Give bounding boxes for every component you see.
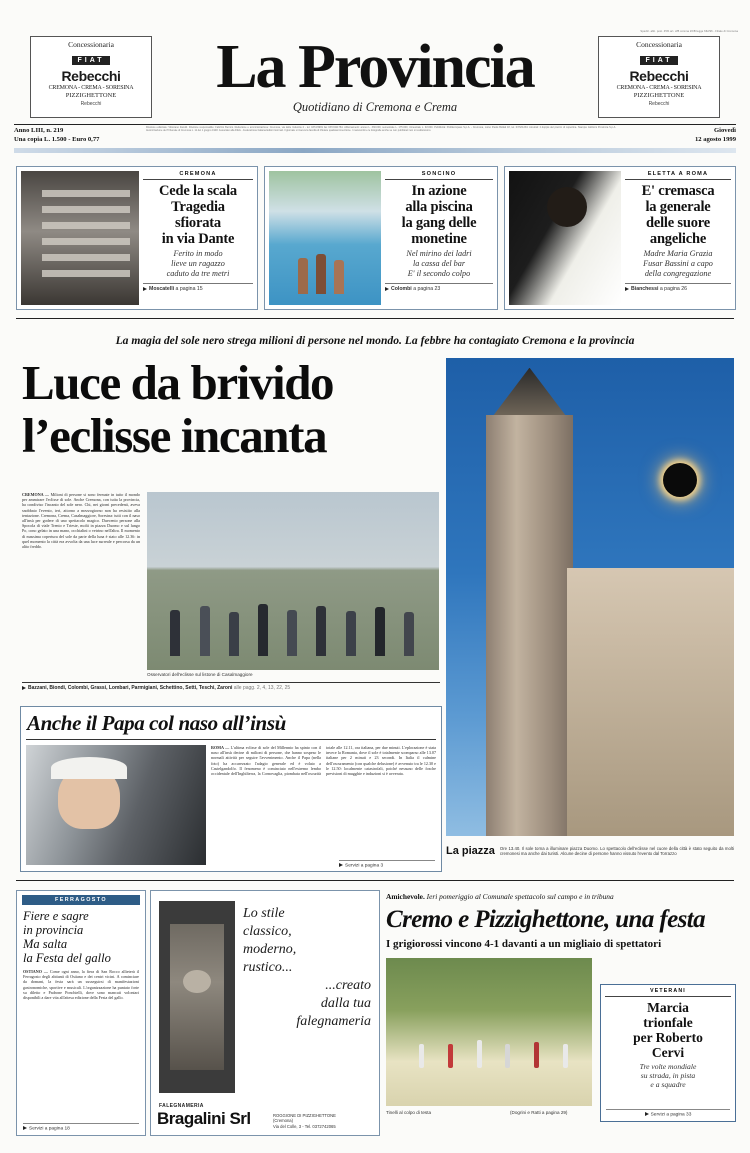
ad-city-secondary: PIZZIGHETTONE	[633, 92, 685, 99]
sport-caption-right: (Dogrini e Ratti a pagina 29)	[510, 1110, 568, 1115]
lead-body-text	[22, 492, 140, 549]
teaser-headline-line: angeliche	[649, 231, 707, 247]
ad-cities: CREMONA - CREMA - SORESINA	[616, 85, 702, 91]
ferragosto-reference[interactable]	[23, 1123, 139, 1131]
lead-headline-line-1: Luce da brivido	[22, 355, 334, 410]
eclipse-watchers-photo	[147, 492, 439, 670]
lead-headline	[22, 356, 442, 462]
masthead	[0, 33, 750, 122]
teaser-kicker: ELETTA A ROMA	[625, 171, 731, 180]
ad-address	[273, 1113, 336, 1129]
teaser-headline	[385, 183, 493, 247]
veterani-subhead	[606, 1062, 730, 1089]
sport-caption-left: Tinelli al colpo di testa	[386, 1110, 432, 1115]
papa-dateline: ROMA —	[211, 745, 230, 750]
teaser-reference[interactable]	[385, 283, 493, 292]
teaser-ref-author: Colombi	[391, 286, 412, 292]
duomo-eclipse-photo	[446, 358, 734, 836]
issue-info-left	[14, 126, 99, 144]
veterani-headline-line: Cervi	[651, 1045, 685, 1060]
ferragosto-body	[23, 969, 139, 1000]
lead-photo-caption: Osservatori dell'eclisse sul listone di Casalmaggiore	[147, 672, 253, 677]
ad-brand-name: Rebecchi	[61, 68, 121, 84]
teaser-headline-line: monetine	[411, 231, 467, 247]
veterani-subhead-line: Tre volte mondiale	[639, 1062, 697, 1071]
ferragosto-ref-label: Servizi a pagina 18	[29, 1126, 70, 1131]
arrow-right-icon	[143, 287, 147, 291]
teaser-subhead-line: della congregazione	[644, 269, 712, 278]
ad-brand-name: Rebecchi	[629, 68, 689, 84]
ad-cities: CREMONA - CREMA - SORESINA	[48, 85, 134, 91]
ad-slogan-line: rustico...	[243, 960, 293, 975]
credits-rule	[22, 682, 440, 683]
ad-slogan-line: classico,	[243, 924, 292, 939]
teaser-box-eletta-a-roma[interactable]	[504, 166, 736, 310]
pitch-art	[386, 958, 592, 1106]
teaser-subhead-line: caduto da tre metri	[166, 269, 230, 278]
teaser-reference[interactable]	[143, 283, 253, 292]
papa-ref-label: Servizi a pagina 3	[345, 863, 384, 868]
veterani-subhead-line: su strada, in pista	[640, 1071, 696, 1080]
teaser-subhead-line: la cassa del bar	[412, 259, 466, 268]
teaser-ref-page: a pagina 23	[413, 286, 441, 292]
ferragosto-dateline: OSTIANO —	[23, 969, 48, 974]
issue-date	[695, 126, 736, 144]
stairs-photo	[21, 171, 139, 305]
teaser-ref-author: Bianchessi	[631, 286, 659, 292]
papa-reference[interactable]	[339, 860, 435, 868]
figure-shape	[316, 254, 326, 294]
teaser-box-soncino[interactable]	[264, 166, 498, 310]
ad-slogan-line: dalla tua	[320, 996, 371, 1011]
papa-body-col-2: ora italiana, per due minuti. L'eplorazione è stata invece la Romania, dove il sole è totalmente scomparso alle 13.07 italiane per 2 minuti e 23 secondi. In Italia il culmine dell'oscuramento (con qualche delusione) è avvenuto tra le 12.30 e le 12.50: localmente catastrofali, poiché nessuno delle fosche previsioni di mugghie e induzioni si è avverata.	[326, 745, 437, 777]
issue-date-full: 12 agosto 1999	[694, 136, 736, 143]
ad-address-line: (Cremona)	[273, 1118, 294, 1124]
falegnameria-ad[interactable]	[150, 890, 380, 1136]
arrow-right-icon	[23, 1126, 27, 1130]
teaser-headline-line: In azione	[411, 183, 467, 199]
issue-weekday: Giovedì	[714, 127, 736, 134]
arrow-right-icon	[385, 287, 389, 291]
issue-number: Anno LIII, n. 219	[14, 127, 64, 134]
veterani-box[interactable]	[600, 984, 736, 1122]
ferragosto-headline-line: Fiere e sagre	[23, 909, 89, 923]
teaser-ref-author: Moscatelli	[149, 286, 175, 292]
paper-subtitle: Quotidiano di Cremona e Crema	[292, 100, 458, 114]
veterani-headline	[606, 1000, 730, 1060]
sport-kicker	[386, 892, 734, 901]
teaser-headline-line: la gang delle	[401, 215, 477, 231]
ferragosto-headline-line: Ma salta	[23, 937, 68, 951]
paper-title: La Provincia	[216, 33, 534, 101]
ferragosto-headline-line: in provincia	[23, 923, 84, 937]
fiat-logo: FIAT	[640, 56, 677, 65]
nun-portrait-photo	[509, 171, 621, 305]
teaser-text	[143, 171, 253, 305]
teaser-headline-line: sfiorata	[175, 215, 221, 231]
teaser-headline	[625, 183, 731, 247]
figure-shape	[298, 258, 308, 294]
issue-info-bar	[14, 126, 736, 146]
figure-shape	[334, 260, 344, 294]
piazza-caption-text: Ore 13.40. Il sole torna a illuminare piazza Duomo. Lo spettacolo dell'eclisse nel cuore della città è stato seguito da molti cremonesi ma anche dai turisti. Alcune decine di persone hanno vissuto l'evento dal Torrazzo	[499, 846, 734, 857]
teaser-kicker: SONCINO	[385, 171, 493, 180]
ad-slogan-line: Lo stile	[243, 906, 285, 921]
veterani-reference[interactable]	[606, 1109, 730, 1117]
papa-article-box[interactable]	[20, 706, 442, 872]
door-ornament-art	[183, 970, 210, 993]
ad-footer: Rebecchi	[648, 101, 670, 107]
lead-credit-authors: Bazzani, Biondi, Colombi, Grassi, Lombari, Parmigiani, Schettino, Setti, Teschi, Zaroni	[28, 685, 233, 691]
teaser-subhead-line: Madre Maria Grazia	[643, 249, 713, 258]
fiat-logo: FIAT	[72, 56, 109, 65]
ad-brand-title: Bragalini Srl	[157, 1109, 251, 1128]
veterani-headline-line: trionfale	[643, 1015, 693, 1030]
teaser-headline	[143, 183, 253, 247]
teaser-text	[625, 171, 731, 305]
pope-watching-eclipse-photo	[26, 745, 206, 865]
masthead-rule	[14, 124, 736, 125]
teaser-subhead	[385, 249, 493, 279]
teaser-box-cremona[interactable]	[16, 166, 258, 310]
ad-concessionaria-label: Concessionaria	[68, 40, 114, 49]
ad-slogan-line: ...creato	[325, 978, 371, 993]
ad-address-line: ROGGIONE DI PIZZIGHETTONE	[273, 1112, 336, 1118]
teaser-subhead	[625, 249, 731, 279]
piazza-caption-label: La piazza	[446, 845, 495, 857]
papa-body-text	[211, 745, 436, 867]
veterani-label: VETERANI	[605, 988, 731, 997]
teaser-text	[385, 171, 493, 305]
stairs-photo-art	[21, 171, 139, 305]
lead-credit-pages: alle pagg. 2, 4, 13, 22, 25	[233, 685, 291, 691]
lead-headline-line-2: l’eclisse incanta	[22, 408, 327, 463]
arrow-right-icon	[625, 287, 629, 291]
veterani-ref-label: Servizi a pagina 33	[650, 1112, 692, 1117]
teaser-headline-line: in via Dante	[161, 231, 235, 247]
masthead-ad-right[interactable]	[598, 36, 720, 118]
teaser-headline-line: alla piscina	[405, 199, 473, 215]
sport-subhead: I grigiorossi vincono 4-1 davanti a un migliaio di spettatori	[386, 938, 662, 950]
sport-headline: Cremo e Pizzighettone, una festa	[386, 906, 706, 933]
ferragosto-box[interactable]	[16, 890, 146, 1136]
ferragosto-label: FERRAGOSTO	[22, 895, 140, 905]
postal-note: Spediz. abb. post. 45% art. 2/B comma 20/B legge 662/96 - Filiale di Cremona	[640, 30, 738, 33]
ad-slogan-part-1	[243, 905, 371, 1031]
arrow-right-icon	[645, 1112, 649, 1116]
teaser-subhead-line: Ferito in modo	[173, 249, 223, 258]
teaser-headline-line: E' cremasca	[641, 183, 715, 199]
ad-slogan-line: moderno,	[243, 942, 297, 957]
teaser-headline-line: delle suore	[646, 215, 710, 231]
ferragosto-body-text: Come ogni anno, la fiera di San Rocco allieterà il Ferragosto degli abitanti di Ostiano e dei centri vicini. A cominciare da domani, la festa sarà un susseguirsi di manifestazioni gastronomiche, sportive e musicali. L'organizzazione ha puntato forte su diletto e Padrone Ponchielli, dove sono mancati volontari disponibili a dare vita all'attesa edizione della Festa del gallo.	[23, 969, 139, 1001]
door-panel-art	[170, 924, 225, 1070]
arrow-right-icon	[339, 863, 343, 867]
ad-category-label: FALEGNAMERIA	[159, 1103, 204, 1109]
duomo-facade-art	[567, 568, 734, 836]
football-match-photo	[386, 958, 592, 1106]
teaser-subhead-line: Fusar Bassini a capo	[643, 259, 713, 268]
wooden-door-photo	[159, 901, 235, 1093]
teaser-kicker: CREMONA	[143, 171, 253, 180]
lead-credits[interactable]	[22, 685, 440, 691]
papa-rule	[26, 739, 436, 740]
teaser-headline-line: Tragedia	[171, 199, 225, 215]
ad-concessionaria-label: Concessionaria	[636, 40, 682, 49]
pope-hat-shape	[51, 757, 127, 779]
piazza-caption-block	[446, 846, 734, 857]
teaser-subhead-line: Nel mirino dei ladri	[406, 249, 472, 258]
ad-slogan-line: falegnameria	[296, 1014, 371, 1029]
ad-city-secondary: PIZZIGHETTONE	[65, 92, 117, 99]
veterani-headline-line: Marcia	[647, 1000, 689, 1015]
torrazzo-tower-art	[486, 415, 572, 836]
sport-kicker-bold: Amichevole.	[386, 892, 425, 901]
teaser-headline-line: la generale	[645, 199, 711, 215]
colophon-text: Direttore editoriale: Vittoriano Zanolli. Direttore responsabile: Fabrizio Bernini. Redazione e amministrazione: Cremona, via delle Industrie 2 - tel. 0372/4981 fax 0372/411764. Abbonamenti: annuo L. 330.000, semestrale L. 175.000, trimestrale L. 92.000. Pubblicità: Publikompass S.p.A. - Cremona, corso Paolo Bollati 18, tel. 0372/1234. Arretrati: il doppio del prezzo di copertina. Stampa: Edizioni Provincia S.p.A. Autorizzazione del Tribunale di Cremona n. 11 del 1 giugno 1948. Associato alla FIEG - Federazione Italiana Editori Giornali. Il giornale si riserva la facoltà di rifiutare qualsiasi inserzione. I manoscritti e le fotografie anche se non pubblicati non si restituiscono.	[146, 126, 616, 133]
issue-price: Una copia L. 1.500 - Euro 0,77	[14, 136, 100, 143]
teaser-ref-page: a pagina 15	[175, 286, 203, 292]
ferragosto-headline-line: la Festa del gallo	[23, 951, 111, 965]
lead-separator-rule	[16, 318, 734, 319]
teaser-ref-page: a pagina 26	[659, 286, 687, 292]
lead-dateline: CREMONA —	[22, 492, 50, 497]
ad-address-line: Via del Colle, 3 - Tel. 0372742065	[273, 1123, 336, 1129]
ad-footer: Rebecchi	[80, 101, 102, 107]
lead-kicker: La magia del sole nero strega milioni di persone nel mondo. La febbre ha contagiato Cremona e la provincia	[115, 334, 635, 347]
teaser-subhead-line: lieve un ragazzo	[171, 259, 225, 268]
papa-headline: Anche il Papa col naso all’insù	[27, 711, 286, 735]
veterani-headline-line: per Roberto	[633, 1030, 703, 1045]
ferragosto-headline	[23, 909, 139, 965]
arrow-right-icon	[22, 686, 26, 690]
teaser-subhead-line: E' il secondo colpo	[407, 269, 471, 278]
lead-body: Milioni di persone si sono fermate in tutto il mondo per ammirare l'eclisse di sole. Anche Cremona, con tutta la provincia, ha condiviso l'incanto del sole nero. Chi, nei giorni precedenti, aveva snobbato l'evento, ieri, attorno a mezzogiorno non ha resistito alla tentazione. Cremona, Crema, Casalmaggiore, Soresina: tutti con il naso all'insù per godere di uno spettacolo magico. Duecento persone alla Spocola di viale Trento e Trieste, molti in piazza Duomo e sul lungo Po, cono gelato in una mano, occhialini o vetrino nell'altra. Il momento di massima copertura del sole da parte della luna è stato alle 12.36: in quel momento la città era avvolta da una luce surreale e percorsa da un alito freddo.	[22, 492, 140, 550]
swimming-pool-photo	[269, 171, 381, 305]
teaser-subhead	[143, 249, 253, 279]
sport-kicker-rest: Ieri pomeriggio al Comunale spettacolo sul campo e in tribuna	[424, 892, 614, 901]
teaser-headline-line: Cede la scala	[159, 183, 237, 199]
eclipse-sun-art	[663, 463, 697, 497]
teaser-reference[interactable]	[625, 283, 731, 292]
papa-body-col-1: L'ultima eclisse di sole del Millennio ha spinto con il naso all'insù decine di milioni di persone, che hanno sospeso le normali attività per seguire l'avvenimento. Anche il Papa (nella foto) ha accarezzato l'adagio generale ed è volato a Castelgandolfo. Il fenomeno è cominciato nell'estremo lembo occidentale dell'Inghilterra, la Cornovaglia, piombata nell'oscurità totale alle 12.11,	[211, 745, 354, 777]
masthead-blue-bar	[14, 148, 736, 153]
veterani-subhead-line: e a squadre	[650, 1080, 686, 1089]
bottom-separator-rule	[16, 880, 734, 881]
